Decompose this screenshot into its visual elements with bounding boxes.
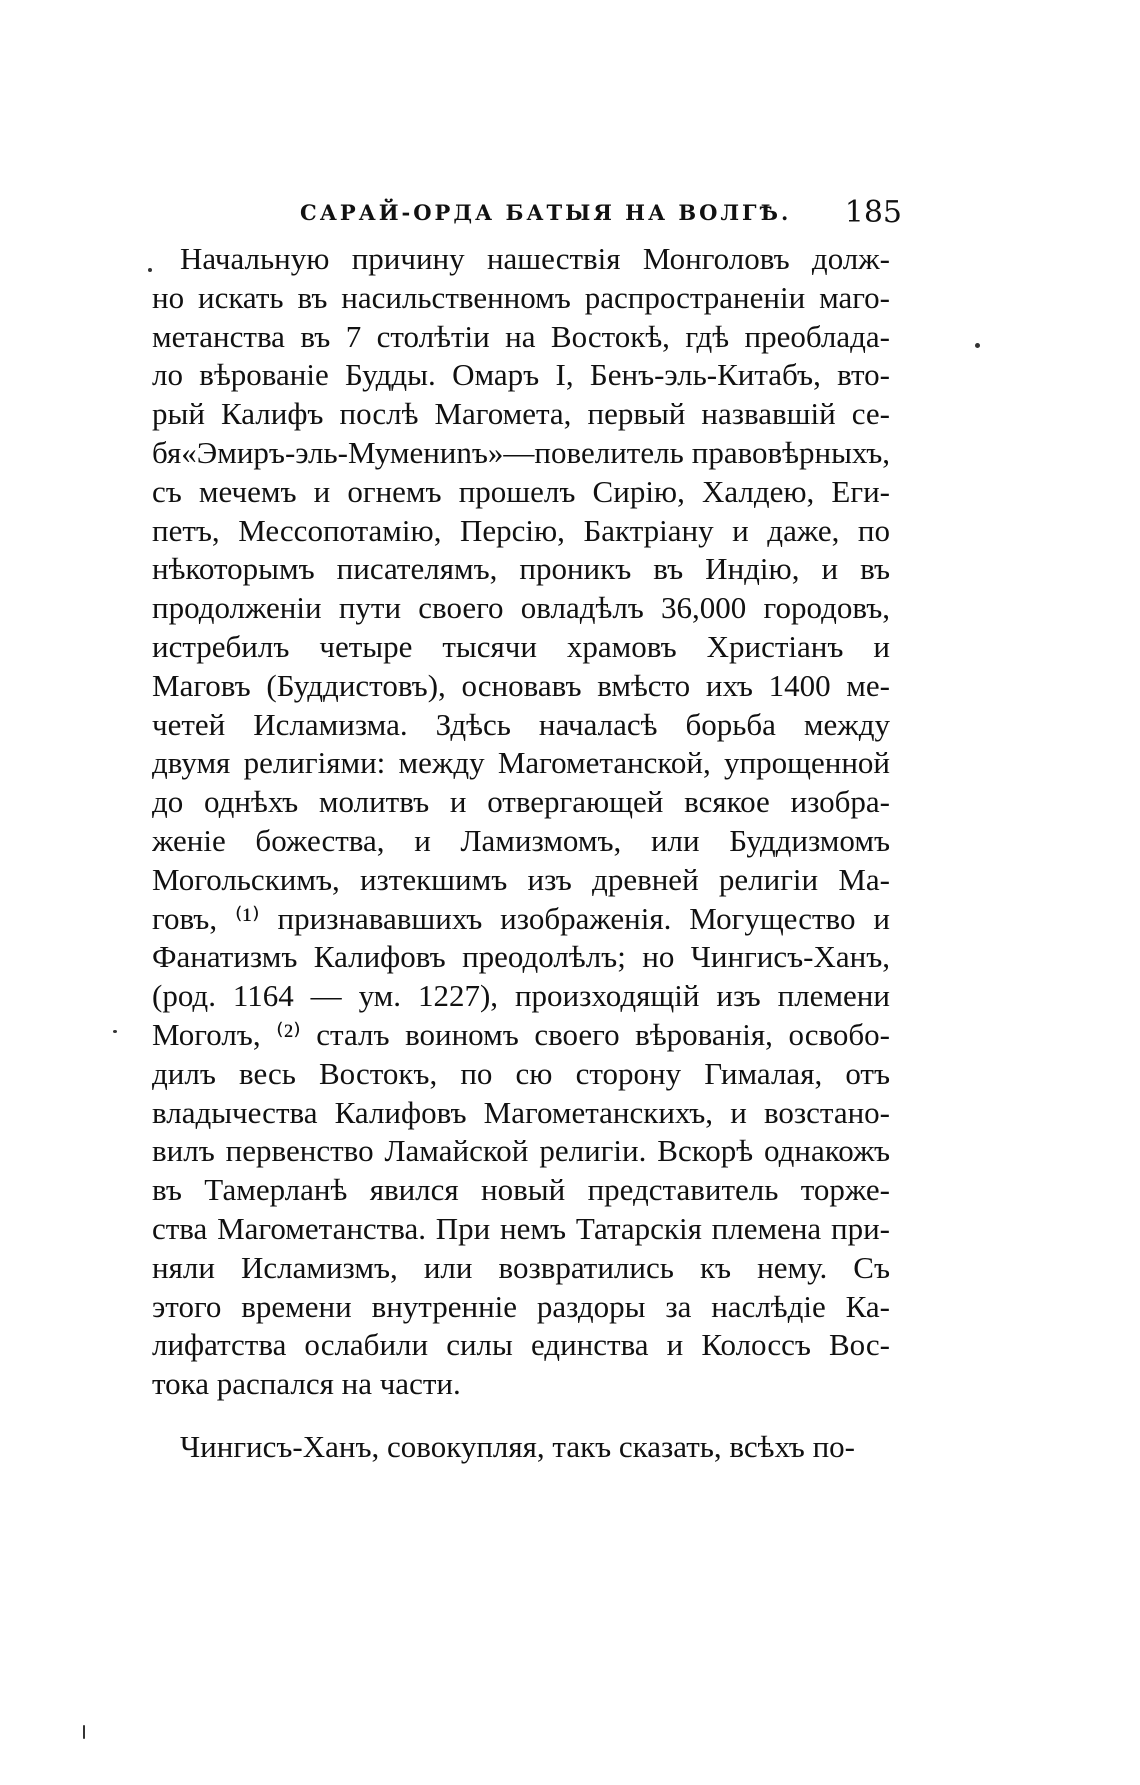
scan-speck <box>113 1030 117 1033</box>
text-line: въ Тамерланѣ явился новый представитель торже- <box>152 1172 890 1208</box>
text-line: вилъ первенство Ламайской религіи. Вскорѣ однакожъ <box>152 1133 890 1169</box>
text-line: четей Исламизма. Здѣсь началасѣ борьба между <box>152 706 890 742</box>
scan-speck <box>83 1725 85 1739</box>
text-line: продолженіи пути своего овладѣлъ 36,000 городовъ, <box>152 590 890 626</box>
text-line: Моголъ, ⁽²⁾ сталъ воиномъ своего вѣрованія, освобо- <box>152 1016 890 1052</box>
text-line: этого времени внутренніе раздоры за наслѣдіе Ка- <box>152 1288 890 1324</box>
text-line: Фанатизмъ Калифовъ преодолѣлъ; но Чингисъ-Ханъ, <box>152 939 890 975</box>
scan-speck <box>975 343 980 348</box>
text-line: женіе божества, и Ламизмомъ, или Буддизмомъ <box>152 822 890 858</box>
text-line: но искать въ насильственномъ распространеніи маго- <box>152 279 890 315</box>
text-line: тока распался на части. <box>152 1366 461 1402</box>
text-line: лифатства ослабили силы единства и Колоссъ Вос- <box>152 1327 890 1363</box>
page-number: 185 <box>844 195 902 230</box>
text-line: Чингисъ-Ханъ, совокупляя, такъ сказать, всѣхъ по- <box>180 1428 855 1464</box>
paragraph-2 <box>152 1428 890 1467</box>
text-line: няли Исламизмъ, или возвратились къ нему. Съ <box>152 1249 890 1285</box>
text-line: нѣкоторымъ писателямъ, проникъ въ Индію, и въ <box>152 551 890 587</box>
text-line: рый Калифъ послѣ Магомета, первый назвавшій се- <box>152 396 890 432</box>
text-line: истребилъ четыре тысячи храмовъ Христіанъ и <box>152 628 890 664</box>
text-line: до однѣхъ молитвъ и отвергающей всякое изобра- <box>152 784 890 820</box>
text-line: говъ, ⁽¹⁾ признававшихъ изображенія. Могущество и <box>152 900 890 936</box>
text-line: владычества Калифовъ Магометанскихъ, и возстано- <box>152 1094 890 1130</box>
text-line: Начальную причину нашествія Монголовъ долж- <box>180 241 890 276</box>
text-line: петъ, Мессопотамію, Персію, Бактріану и даже, по <box>152 512 890 548</box>
running-head <box>182 196 902 230</box>
text-line: двумя религіями: между Магометанской, упрощенной <box>152 745 890 781</box>
text-line: (род. 1164 — ум. 1227), произходящій изъ племени <box>152 978 890 1014</box>
text-line: съ мечемъ и огнемъ прошелъ Сирію, Халдею, Еги- <box>152 473 890 509</box>
body-text <box>152 240 890 1467</box>
text-line: Могольскимъ, изтекшимъ изъ древней религіи Ма- <box>152 861 890 897</box>
running-title: САРАЙ-ОРДА БАТЫЯ НА ВОЛГѢ. <box>300 200 792 225</box>
text-line: Маговъ (Буддистовъ), основавъ вмѣсто ихъ 1400 ме- <box>152 667 890 703</box>
text-line: бя«Эмиръ-эль-Мумениnъ»—повелитель правовѣрныхъ, <box>152 434 890 470</box>
text-line: метанства въ 7 столѣтіи на Востокѣ, гдѣ преоблада- <box>152 318 890 354</box>
paragraph-1 <box>152 240 890 1404</box>
scan-speck <box>148 268 152 272</box>
text-line: ло вѣрованіе Будды. Омаръ I, Бенъ-эль-Китабъ, вто- <box>152 357 890 393</box>
text-line: дилъ весь Востокъ, по сю сторону Гималая, отъ <box>152 1055 890 1091</box>
text-line: ства Магометанства. При немъ Татарскія племена при- <box>152 1210 890 1246</box>
